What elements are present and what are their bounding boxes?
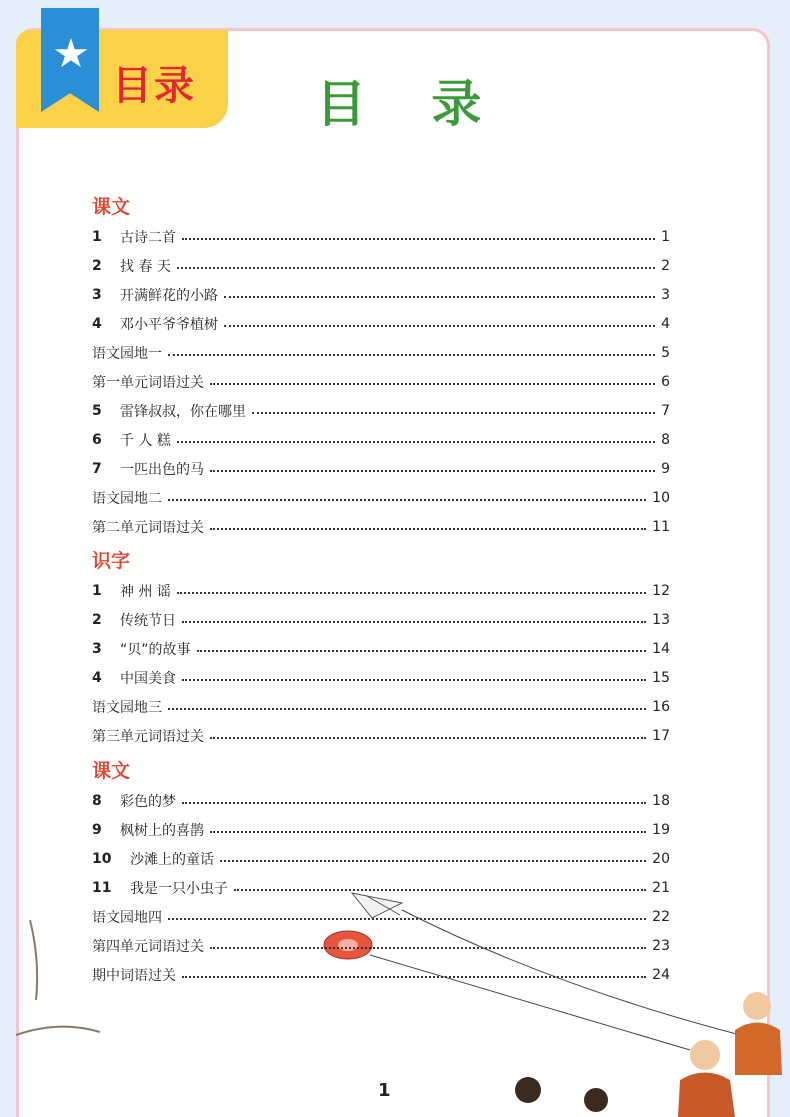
leader-dots bbox=[220, 860, 646, 862]
toc-entry[interactable] bbox=[92, 609, 670, 631]
entry-title: 语文园地四 bbox=[92, 910, 162, 926]
leader-dots bbox=[177, 441, 655, 443]
entry-page-number: 12 bbox=[652, 583, 670, 599]
entry-page-number: 3 bbox=[661, 287, 670, 303]
entry-number: 3 bbox=[92, 287, 102, 303]
entry-title: 中国美食 bbox=[120, 671, 176, 687]
section-heading: 课文 bbox=[92, 760, 131, 782]
entry-page-number: 20 bbox=[652, 851, 670, 867]
entry-page-number: 14 bbox=[652, 641, 670, 657]
leader-dots bbox=[177, 592, 646, 594]
entry-page-number: 21 bbox=[652, 880, 670, 896]
leader-dots bbox=[210, 947, 646, 949]
entry-page-number: 1 bbox=[661, 229, 670, 245]
toc-entry[interactable] bbox=[92, 400, 670, 422]
leader-dots bbox=[210, 383, 655, 385]
toc-entry[interactable] bbox=[92, 667, 670, 689]
entry-title: 一匹出色的马 bbox=[120, 462, 204, 478]
entry-page-number: 9 bbox=[661, 461, 670, 477]
entry-number: 7 bbox=[92, 461, 102, 477]
toc-entry[interactable] bbox=[92, 255, 670, 277]
leader-dots bbox=[210, 470, 655, 472]
entry-title: 古诗二首 bbox=[120, 230, 176, 246]
entry-number: 2 bbox=[92, 258, 102, 274]
entry-page-number: 15 bbox=[652, 670, 670, 686]
leader-dots bbox=[168, 499, 646, 501]
entry-page-number: 16 bbox=[652, 699, 670, 715]
entry-number: 10 bbox=[92, 851, 112, 867]
toc-entry[interactable] bbox=[92, 696, 670, 718]
entry-title: 传统节日 bbox=[120, 613, 176, 629]
entry-title: 我是一只小虫子 bbox=[130, 881, 228, 897]
toc-entry[interactable] bbox=[92, 458, 670, 480]
leader-dots bbox=[182, 621, 646, 623]
entry-title: 语文园地一 bbox=[92, 346, 162, 362]
toc-entry[interactable] bbox=[92, 371, 670, 393]
leader-dots bbox=[224, 325, 655, 327]
entry-title: 第二单元词语过关 bbox=[92, 520, 204, 536]
entry-number: 4 bbox=[92, 670, 102, 686]
toc-entry[interactable] bbox=[92, 790, 670, 812]
entry-number: 2 bbox=[92, 612, 102, 628]
toc-entry[interactable] bbox=[92, 487, 670, 509]
entry-page-number: 22 bbox=[652, 909, 670, 925]
entry-number: 1 bbox=[92, 229, 102, 245]
entry-number: 3 bbox=[92, 641, 102, 657]
leader-dots bbox=[197, 650, 647, 652]
leader-dots bbox=[168, 354, 655, 356]
leader-dots bbox=[210, 528, 646, 530]
entry-page-number: 18 bbox=[652, 793, 670, 809]
toc-entry[interactable] bbox=[92, 935, 670, 957]
leader-dots bbox=[177, 267, 655, 269]
entry-number: 11 bbox=[92, 880, 112, 896]
toc-entry[interactable] bbox=[92, 313, 670, 335]
leader-dots bbox=[182, 679, 646, 681]
entry-title: 语文园地三 bbox=[92, 700, 162, 716]
section-heading: 课文 bbox=[92, 196, 131, 218]
entry-page-number: 23 bbox=[652, 938, 670, 954]
toc-entry[interactable] bbox=[92, 342, 670, 364]
entry-page-number: 4 bbox=[661, 316, 670, 332]
entry-title: 邓小平爷爷植树 bbox=[120, 317, 218, 333]
toc-entry[interactable] bbox=[92, 580, 670, 602]
entry-page-number: 13 bbox=[652, 612, 670, 628]
entry-page-number: 6 bbox=[661, 374, 670, 390]
entry-page-number: 19 bbox=[652, 822, 670, 838]
entry-title: 语文园地二 bbox=[92, 491, 162, 507]
toc-entry[interactable] bbox=[92, 848, 670, 870]
entry-title: 雷锋叔叔，你在哪里 bbox=[120, 404, 246, 420]
entry-title: 第一单元词语过关 bbox=[92, 375, 204, 391]
toc-entry[interactable] bbox=[92, 906, 670, 928]
toc-entry[interactable] bbox=[92, 638, 670, 660]
leader-dots bbox=[210, 831, 646, 833]
entry-title: “贝”的故事 bbox=[120, 642, 191, 658]
leader-dots bbox=[182, 238, 655, 240]
entry-title: 开满鲜花的小路 bbox=[120, 288, 218, 304]
entry-title: 第三单元词语过关 bbox=[92, 729, 204, 745]
page-number: 1 bbox=[378, 1080, 391, 1101]
entry-number: 8 bbox=[92, 793, 102, 809]
toc-entry[interactable] bbox=[92, 226, 670, 248]
entry-title: 千 人 糕 bbox=[120, 433, 171, 449]
entry-page-number: 7 bbox=[661, 403, 670, 419]
entry-title: 第四单元词语过关 bbox=[92, 939, 204, 955]
toc-entry[interactable] bbox=[92, 819, 670, 841]
entry-title: 沙滩上的童话 bbox=[130, 852, 214, 868]
leader-dots bbox=[182, 976, 646, 978]
entry-page-number: 11 bbox=[652, 519, 670, 535]
section-heading: 识字 bbox=[92, 550, 131, 572]
leader-dots bbox=[234, 889, 646, 891]
entry-number: 4 bbox=[92, 316, 102, 332]
entry-number: 6 bbox=[92, 432, 102, 448]
entry-title: 彩色的梦 bbox=[120, 794, 176, 810]
toc-entry[interactable] bbox=[92, 284, 670, 306]
entry-page-number: 8 bbox=[661, 432, 670, 448]
tab-label: 目录 bbox=[112, 63, 196, 109]
leader-dots bbox=[168, 918, 646, 920]
entry-title: 神 州 谣 bbox=[120, 584, 171, 600]
entry-page-number: 24 bbox=[652, 967, 670, 983]
entry-title: 枫树上的喜鹊 bbox=[120, 823, 204, 839]
leader-dots bbox=[182, 802, 646, 804]
entry-title: 期中词语过关 bbox=[92, 968, 176, 984]
entry-page-number: 17 bbox=[652, 728, 670, 744]
page-title: 目 录 bbox=[316, 75, 506, 133]
leader-dots bbox=[168, 708, 646, 710]
entry-page-number: 10 bbox=[652, 490, 670, 506]
entry-number: 9 bbox=[92, 822, 102, 838]
entry-number: 1 bbox=[92, 583, 102, 599]
entry-page-number: 2 bbox=[661, 258, 670, 274]
toc-entry[interactable] bbox=[92, 516, 670, 538]
toc-entry[interactable] bbox=[92, 429, 670, 451]
leader-dots bbox=[252, 412, 655, 414]
entry-page-number: 5 bbox=[661, 345, 670, 361]
toc-entry[interactable] bbox=[92, 877, 670, 899]
leader-dots bbox=[224, 296, 655, 298]
toc-entry[interactable] bbox=[92, 725, 670, 747]
toc-entry[interactable] bbox=[92, 964, 670, 986]
entry-number: 5 bbox=[92, 403, 102, 419]
entry-title: 找 春 天 bbox=[120, 259, 171, 275]
leader-dots bbox=[210, 737, 646, 739]
